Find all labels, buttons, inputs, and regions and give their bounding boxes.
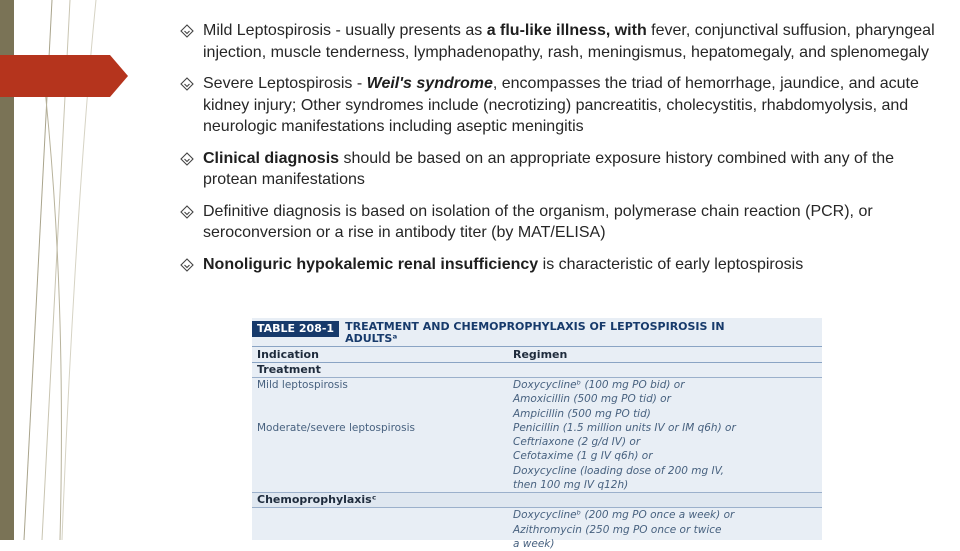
diamond-bullet-icon [180, 77, 194, 91]
column-regimen: Regimen [513, 348, 568, 361]
indication-chemo [252, 508, 510, 551]
bullet-text: Nonoliguric hypokalemic renal insufficiency [203, 255, 539, 273]
regimen-severe [510, 421, 822, 492]
table-column-headers [252, 346, 822, 363]
indication-mild: Mild leptospirosis [257, 379, 348, 391]
diamond-bullet-icon [180, 258, 194, 272]
bullet-text: Weil's syndrome [366, 75, 493, 92]
treatment-table [252, 318, 822, 550]
regimen-line: Doxycycline (loading dose of 200 mg IV, [513, 464, 724, 477]
accent-tab [0, 55, 128, 97]
bullet-item [180, 73, 950, 138]
bullet-text: , encompasses the triad of hemorrhage, jaundice, and acute kidney injury; Other syndromes include (necrotizing) pancreatitis, cholecystitis, rhabdomyolysis, and neurologic manifestations including aseptic meningitis [203, 75, 919, 135]
regimen-line: a week) [513, 537, 555, 550]
regimen-mild [510, 378, 822, 421]
regimen-line: Cefotaxime (1 g IV q6h) or [513, 450, 653, 463]
diamond-bullet-icon [180, 24, 194, 38]
regimen-line: Ampicillin (500 mg PO tid) [513, 407, 651, 420]
bullet-text: Severe Leptospirosis - [203, 75, 367, 92]
bullet-text: is characteristic of early leptospirosis [538, 255, 804, 273]
regimen-line: Doxycyclineᵇ (200 mg PO once a week) or [513, 509, 735, 522]
table-number: TABLE 208-1 [252, 321, 339, 337]
column-indication: Indication [257, 348, 319, 361]
section-chemoprophylaxis: Chemoprophylaxisᶜ [252, 493, 822, 508]
table-title: TREATMENT AND CHEMOPROPHYLAXIS OF LEPTOSPIROSIS IN ADULTSᵃ [345, 320, 725, 345]
diamond-bullet-icon [180, 152, 194, 166]
bullet-text: Definitive diagnosis is based on isolation of the organism, polymerase chain reaction (PCR), or seroconversion or a rise in antibody titer (by MAT/ELISA) [203, 202, 873, 241]
regimen-line: Ceftriaxone (2 g/d IV) or [513, 436, 641, 449]
bullet-item [180, 254, 950, 276]
regimen-line: Penicillin (1.5 million units IV or IM q6h) or [513, 421, 736, 434]
regimen-line: Amoxicillin (500 mg PO tid) or [513, 393, 671, 406]
table-row-mild [252, 378, 822, 421]
bullet-text: a flu-like illness, with [486, 22, 647, 39]
bullet-text: should be based on an appropriate exposure history combined with any of the protean manifestations [203, 149, 895, 188]
table-row-severe [252, 421, 822, 493]
indication-severe: Moderate/severe leptospirosis [257, 421, 415, 434]
regimen-line: Doxycyclineᵇ (100 mg PO bid) or [513, 379, 685, 391]
bullet-item [180, 20, 950, 63]
regimen-line: then 100 mg IV q12h) [513, 479, 629, 492]
section-treatment: Treatment [252, 363, 822, 378]
bullet-item [180, 148, 950, 191]
bullet-list [180, 20, 950, 285]
regimen-line: Azithromycin (250 mg PO once or twice [513, 523, 722, 536]
bullet-text: fever, conjunctival suffusion, pharyngeal injection, muscle tenderness, lymphadenopathy, rash, meningismus, hepatomegaly, and splenomegaly [203, 22, 935, 61]
bullet-item [180, 201, 950, 244]
bullet-text: Clinical diagnosis [203, 149, 340, 167]
diamond-bullet-icon [180, 205, 194, 219]
regimen-chemo [510, 508, 822, 551]
table-header [252, 318, 822, 346]
table-row-chemo [252, 508, 822, 551]
bullet-text: Mild Leptospirosis - usually presents as [203, 22, 487, 39]
